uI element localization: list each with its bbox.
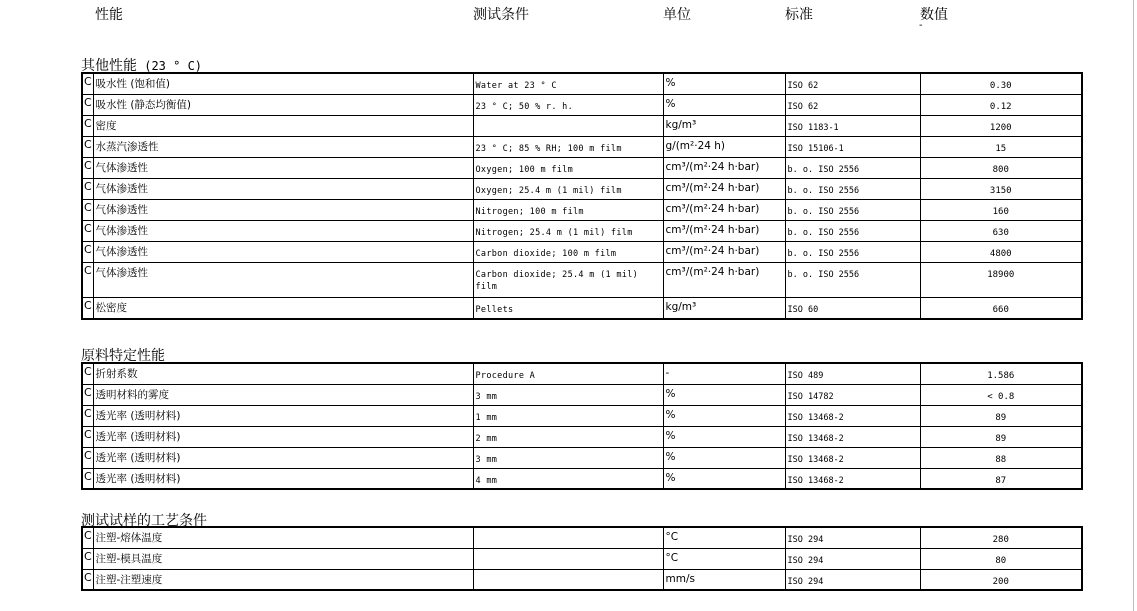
value: < 0.8 bbox=[920, 384, 1082, 405]
property-name: 气体渗透性 bbox=[93, 241, 473, 262]
test-condition: 23 ° C; 50 % r. h. bbox=[473, 94, 663, 115]
property-name: 透明材料的雾度 bbox=[93, 384, 473, 405]
test-condition: Procedure A bbox=[473, 363, 663, 384]
table-row bbox=[82, 115, 1082, 136]
unit: °C bbox=[663, 548, 785, 569]
test-condition: 3 mm bbox=[473, 447, 663, 468]
unit: % bbox=[663, 73, 785, 94]
header-unit: 单位 bbox=[663, 7, 691, 23]
test-condition bbox=[473, 115, 663, 136]
page-right-border bbox=[1133, 0, 1134, 611]
standard: ISO 62 bbox=[785, 94, 920, 115]
table-row bbox=[82, 199, 1082, 220]
table-row bbox=[82, 262, 1082, 297]
test-condition: Nitrogen; 25.4 m (1 mil) film bbox=[473, 220, 663, 241]
header-standard: 标准 bbox=[785, 7, 813, 23]
table-other-properties bbox=[81, 72, 1083, 320]
property-name: 气体渗透性 bbox=[93, 199, 473, 220]
property-name: 气体渗透性 bbox=[93, 220, 473, 241]
row-flag: C bbox=[82, 297, 93, 319]
unit: cm³/(m²·24 h·bar) bbox=[663, 178, 785, 199]
test-condition: Carbon dioxide; 25.4 m (1 mil) film bbox=[473, 262, 663, 297]
value: 89 bbox=[920, 405, 1082, 426]
property-name: 气体渗透性 bbox=[93, 157, 473, 178]
test-condition: Pellets bbox=[473, 297, 663, 319]
row-flag: C bbox=[82, 157, 93, 178]
unit: % bbox=[663, 468, 785, 489]
row-flag: C bbox=[82, 405, 93, 426]
property-name: 吸水性 (饱和值) bbox=[93, 73, 473, 94]
row-flag: C bbox=[82, 569, 93, 590]
table-row bbox=[82, 297, 1082, 319]
row-flag: C bbox=[82, 426, 93, 447]
row-flag: C bbox=[82, 178, 93, 199]
value: 160 bbox=[920, 199, 1082, 220]
standard: ISO 14782 bbox=[785, 384, 920, 405]
unit: % bbox=[663, 94, 785, 115]
property-name: 松密度 bbox=[93, 297, 473, 319]
standard: b. o. ISO 2556 bbox=[785, 157, 920, 178]
value: 0.12 bbox=[920, 94, 1082, 115]
property-name: 吸水性 (静态均衡值) bbox=[93, 94, 473, 115]
test-condition: Water at 23 ° C bbox=[473, 73, 663, 94]
row-flag: C bbox=[82, 548, 93, 569]
unit: % bbox=[663, 447, 785, 468]
property-name: 水蒸汽渗透性 bbox=[93, 136, 473, 157]
unit: cm³/(m²·24 h·bar) bbox=[663, 199, 785, 220]
standard: ISO 294 bbox=[785, 527, 920, 548]
standard: ISO 62 bbox=[785, 73, 920, 94]
row-flag: C bbox=[82, 527, 93, 548]
value: 18900 bbox=[920, 262, 1082, 297]
row-flag: C bbox=[82, 136, 93, 157]
unit: % bbox=[663, 426, 785, 447]
row-flag: C bbox=[82, 468, 93, 489]
standard: b. o. ISO 2556 bbox=[785, 262, 920, 297]
standard: ISO 13468-2 bbox=[785, 426, 920, 447]
standard: ISO 294 bbox=[785, 569, 920, 590]
standard: b. o. ISO 2556 bbox=[785, 199, 920, 220]
property-name: 透光率 (透明材料) bbox=[93, 426, 473, 447]
standard: b. o. ISO 2556 bbox=[785, 220, 920, 241]
row-flag: C bbox=[82, 73, 93, 94]
test-condition: Oxygen; 100 m film bbox=[473, 157, 663, 178]
unit: - bbox=[663, 363, 785, 384]
value: 630 bbox=[920, 220, 1082, 241]
standard: ISO 489 bbox=[785, 363, 920, 384]
row-flag: C bbox=[82, 363, 93, 384]
property-name: 注塑-模具温度 bbox=[93, 548, 473, 569]
test-condition: Oxygen; 25.4 m (1 mil) film bbox=[473, 178, 663, 199]
unit: kg/m³ bbox=[663, 297, 785, 319]
standard: ISO 13468-2 bbox=[785, 468, 920, 489]
unit: % bbox=[663, 384, 785, 405]
value: 1200 bbox=[920, 115, 1082, 136]
value: 660 bbox=[920, 297, 1082, 319]
table-processing-conditions bbox=[81, 526, 1083, 591]
section-title-material: 原料特定性能 bbox=[81, 348, 165, 364]
property-name: 气体渗透性 bbox=[93, 262, 473, 297]
table-row bbox=[82, 527, 1082, 548]
table-row bbox=[82, 220, 1082, 241]
test-condition: 2 mm bbox=[473, 426, 663, 447]
value: 87 bbox=[920, 468, 1082, 489]
test-condition: 1 mm bbox=[473, 405, 663, 426]
table-row bbox=[82, 548, 1082, 569]
table-row bbox=[82, 405, 1082, 426]
property-name: 透光率 (透明材料) bbox=[93, 405, 473, 426]
property-name: 注塑-注塑速度 bbox=[93, 569, 473, 590]
standard: ISO 13468-2 bbox=[785, 405, 920, 426]
standard: ISO 13468-2 bbox=[785, 447, 920, 468]
property-name: 注塑-熔体温度 bbox=[93, 527, 473, 548]
value: 800 bbox=[920, 157, 1082, 178]
value: 15 bbox=[920, 136, 1082, 157]
table-row bbox=[82, 136, 1082, 157]
unit: kg/m³ bbox=[663, 115, 785, 136]
section-title-processing: 测试试样的工艺条件 bbox=[81, 513, 207, 529]
header-value-dash: - bbox=[919, 20, 923, 31]
table-row bbox=[82, 363, 1082, 384]
value: 89 bbox=[920, 426, 1082, 447]
unit: cm³/(m²·24 h·bar) bbox=[663, 262, 785, 297]
test-condition: 23 ° C; 85 % RH; 100 m film bbox=[473, 136, 663, 157]
unit: g/(m²·24 h) bbox=[663, 136, 785, 157]
value: 4800 bbox=[920, 241, 1082, 262]
test-condition bbox=[473, 548, 663, 569]
table-row bbox=[82, 426, 1082, 447]
property-name: 折射系数 bbox=[93, 363, 473, 384]
property-name: 密度 bbox=[93, 115, 473, 136]
test-condition: 4 mm bbox=[473, 468, 663, 489]
table-row bbox=[82, 384, 1082, 405]
section-title-suffix: (23 ° C) bbox=[137, 59, 203, 73]
value: 0.30 bbox=[920, 73, 1082, 94]
table-row bbox=[82, 468, 1082, 489]
table-row bbox=[82, 447, 1082, 468]
unit: % bbox=[663, 405, 785, 426]
property-name: 气体渗透性 bbox=[93, 178, 473, 199]
row-flag: C bbox=[82, 447, 93, 468]
table-row bbox=[82, 178, 1082, 199]
row-flag: C bbox=[82, 384, 93, 405]
test-condition bbox=[473, 527, 663, 548]
value: 80 bbox=[920, 548, 1082, 569]
unit: °C bbox=[663, 527, 785, 548]
table-row bbox=[82, 94, 1082, 115]
test-condition bbox=[473, 569, 663, 590]
unit: cm³/(m²·24 h·bar) bbox=[663, 157, 785, 178]
row-flag: C bbox=[82, 94, 93, 115]
row-flag: C bbox=[82, 115, 93, 136]
property-name: 透光率 (透明材料) bbox=[93, 447, 473, 468]
row-flag: C bbox=[82, 241, 93, 262]
standard: b. o. ISO 2556 bbox=[785, 178, 920, 199]
unit: cm³/(m²·24 h·bar) bbox=[663, 220, 785, 241]
table-row bbox=[82, 569, 1082, 590]
unit: cm³/(m²·24 h·bar) bbox=[663, 241, 785, 262]
row-flag: C bbox=[82, 262, 93, 297]
value: 88 bbox=[920, 447, 1082, 468]
test-condition: Nitrogen; 100 m film bbox=[473, 199, 663, 220]
value: 3150 bbox=[920, 178, 1082, 199]
test-condition: Carbon dioxide; 100 m film bbox=[473, 241, 663, 262]
standard: ISO 1183-1 bbox=[785, 115, 920, 136]
section-title-text: 其他性能 bbox=[81, 58, 137, 74]
value: 280 bbox=[920, 527, 1082, 548]
value: 200 bbox=[920, 569, 1082, 590]
header-condition: 测试条件 bbox=[473, 7, 529, 23]
value: 1.586 bbox=[920, 363, 1082, 384]
table-row bbox=[82, 241, 1082, 262]
table-row bbox=[82, 157, 1082, 178]
row-flag: C bbox=[82, 199, 93, 220]
test-condition: 3 mm bbox=[473, 384, 663, 405]
unit: mm/s bbox=[663, 569, 785, 590]
header-property: 性能 bbox=[95, 7, 123, 23]
table-row bbox=[82, 73, 1082, 94]
standard: ISO 15106-1 bbox=[785, 136, 920, 157]
standard: ISO 294 bbox=[785, 548, 920, 569]
table-material-properties bbox=[81, 362, 1083, 490]
row-flag: C bbox=[82, 220, 93, 241]
property-name: 透光率 (透明材料) bbox=[93, 468, 473, 489]
header-value: 数值 bbox=[920, 7, 948, 23]
standard: b. o. ISO 2556 bbox=[785, 241, 920, 262]
standard: ISO 60 bbox=[785, 297, 920, 319]
